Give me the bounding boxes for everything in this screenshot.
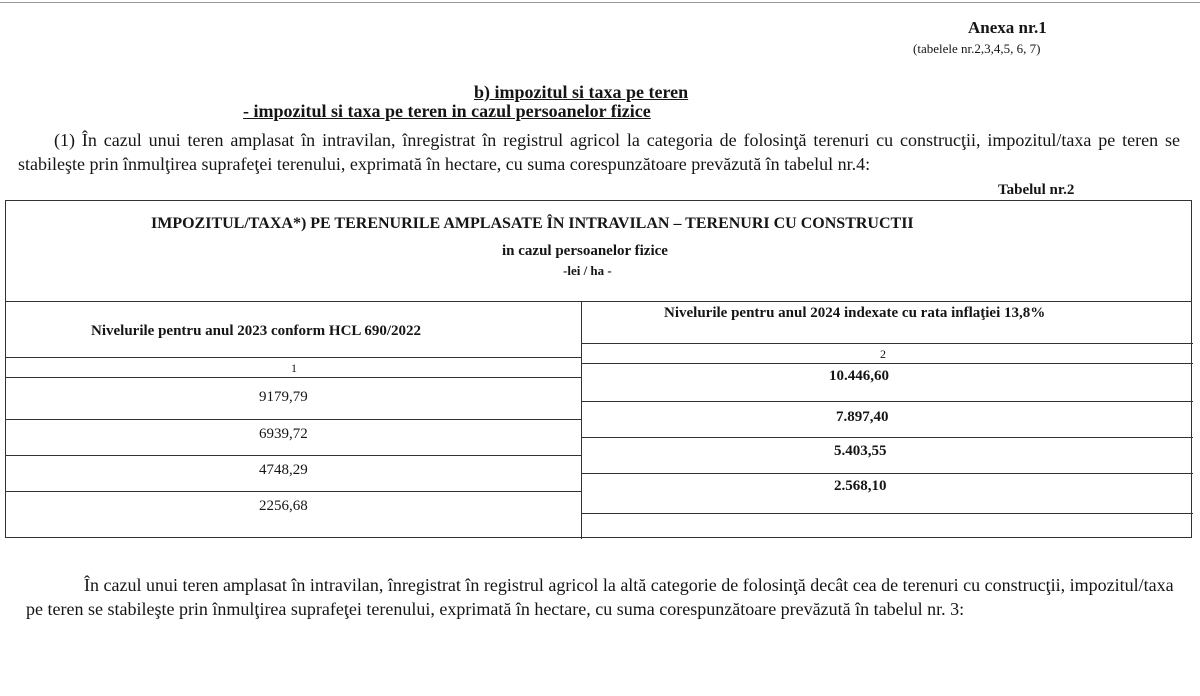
row-divider [582,343,1193,344]
section-title: b) impozitul si taxa pe teren [474,82,689,102]
value-2024-row-2: 7.897,40 [836,409,889,425]
table-unit: -lei / ha - [563,263,612,278]
paragraph-2-text: În cazul unui teren amplasat în intravilan, înregistrat în registrul agricol la altă categorie de folosinţă decât cea de terenuri cu construcţii, impozitul/taxa pe teren se stabileşte prin înmulţirea suprafeţei terenului, exprimată în hectare, cu suma corespunzătoare prevăzută în tabelul nr. 3: [26,575,1174,619]
row-divider [582,473,1193,474]
paragraph-1 [18,128,1180,176]
value-2023-row-1: 9179,79 [259,389,308,405]
column-index-1: 1 [291,361,297,375]
row-divider [6,419,581,420]
column-divider [581,301,582,539]
table-label: Tabelul nr.2 [998,182,1075,198]
value-2024-row-1: 10.446,60 [829,368,889,384]
column-index-2: 2 [880,347,886,361]
table-subtitle: in cazul persoanelor fizice [502,243,668,259]
row-divider [582,513,1193,514]
annex-subtitle: (tabelele nr.2,3,4,5, 6, 7) [913,41,1041,56]
paragraph-1-text: (1) În cazul unui teren amplasat în intravilan, înregistrat în registrul agricol la categoria de folosinţă terenuri cu construcţii, impozitul/taxa pe teren se stabileşte prin înmulţirea suprafeţei terenului, exprimată în hectare, cu suma corespunzătoare prevăzută în tabelul nr.4: [18,130,1180,174]
section-subtitle: - impozitul si taxa pe teren in cazul persoanelor fizice [243,101,651,121]
value-2024-row-3: 5.403,55 [834,443,887,459]
value-2023-row-3: 4748,29 [259,462,308,478]
row-divider [6,357,581,358]
paragraph-2 [26,573,1176,621]
column-header-2023: Nivelurile pentru anul 2023 conform HCL 690/2022 [91,323,421,339]
annex-title: Anexa nr.1 [968,18,1047,37]
column-header-2024: Nivelurile pentru anul 2024 indexate cu rata inflaţiei 13,8% [664,305,1046,321]
scan-top-edge [0,2,1200,3]
value-2023-row-2: 6939,72 [259,426,308,442]
tax-table [5,200,1192,538]
row-divider [6,377,581,378]
value-2023-row-4: 2256,68 [259,498,308,514]
value-2024-row-4: 2.568,10 [834,478,887,494]
table-header [6,201,1191,302]
row-divider [6,491,581,492]
row-divider [582,401,1193,402]
row-divider [582,437,1193,438]
row-divider [6,455,581,456]
table-title: IMPOZITUL/TAXA*) PE TERENURILE AMPLASATE ÎN INTRAVILAN – TERENURI CU CONSTRUCTII [151,215,914,232]
row-divider [582,363,1193,364]
